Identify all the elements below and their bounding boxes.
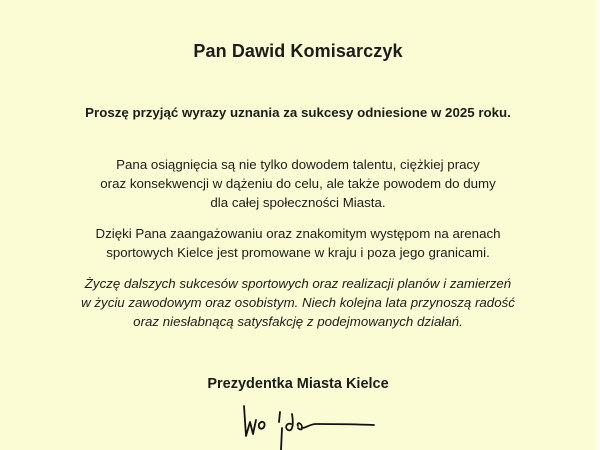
page-edge [596,0,600,450]
paragraph-line: dla całej społeczności Miasta. [210,195,386,210]
paragraph-line: oraz niesłabnącą satysfakcję z podejmowanych działań. [133,314,463,329]
lead-sentence: Proszę przyjąć wyrazy uznania za sukcesy odniesione w 2025 roku. [85,105,511,120]
signer-title: Prezydentka Miasta Kielce [207,376,389,392]
paragraph-line: Dzięki Pana zaangażowaniu oraz znakomitym występom na arenach [95,226,501,241]
paragraph-line: sportowych Kielce jest promowane w kraju i poza jego granicami. [106,245,490,260]
paragraph-line: oraz konsekwencji w dążeniu do celu, ale także powodem do dumy [100,176,496,191]
paragraph-promotion [0,224,596,262]
recipient-name: Pan Dawid Komisarczyk [193,41,403,61]
paragraph-line: Pana osiągnięcia są nie tylko dowodem talentu, ciężkiej pracy [116,157,480,172]
paragraph-achievements [0,155,596,212]
paragraph-line: Życzę dalszych sukcesów sportowych oraz realizacji planów i zamierzeń [84,276,512,291]
handwritten-signature-icon [236,402,376,450]
paragraph-line: w życiu zawodowym oraz osobistym. Niech kolejna lata przynoszą radość [81,295,515,310]
paragraph-wishes [0,274,596,331]
